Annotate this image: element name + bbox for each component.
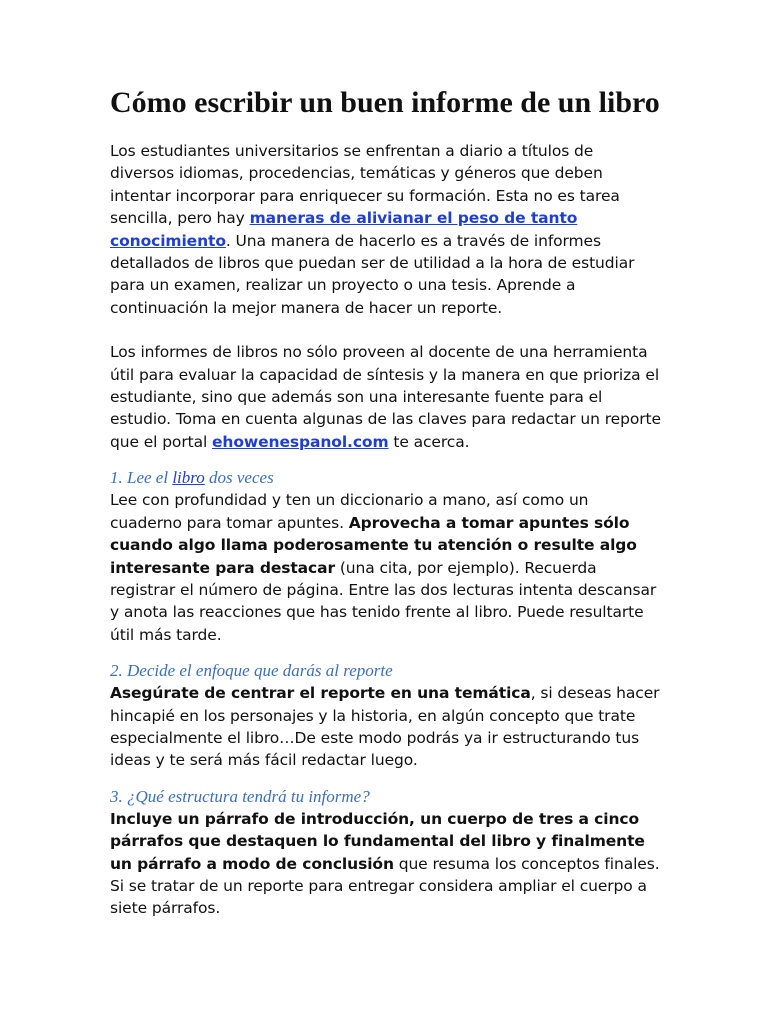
ehowenespanol-link[interactable]: ehowenespanol.com — [212, 432, 389, 451]
section-heading-2: 2. Decide el enfoque que darás al reporte — [110, 661, 393, 681]
intro-text: Los estudiantes universitarios se enfrentan a diario a títulos de diversos idiomas, procedencias, temáticas y géneros que deben intentar incorporar para enriquecer su formación. Esta no es tarea sencilla, pero hay — [110, 142, 620, 228]
section-bold-text: Aprovecha a tomar apuntes sólo cuando algo llama poderosamente tu atención o resulte algo interesante para destacar — [110, 513, 637, 577]
intro-text: . Una manera de hacerlo es a través de informes detallados de libros que puedan ser de utilidad a la hora de estudiar para un examen, realizar un proyecto o una tesis. Aprende a continuación la mejor manera de hacer un reporte. — [110, 231, 635, 317]
section-heading-3: 3. ¿Qué estructura tendrá tu informe? — [110, 786, 370, 806]
libro-link[interactable]: libro — [172, 468, 205, 488]
article-title: Cómo escribir un buen informe de un libro — [110, 86, 660, 119]
intro-paragraph-1 — [110, 140, 662, 319]
document-page — [110, 86, 662, 920]
maneras-link[interactable]: maneras de alivianar el peso de tanto conocimiento — [110, 209, 578, 250]
heading-text: 1. Lee el — [110, 468, 173, 488]
section-text-1 — [110, 489, 662, 646]
section-text: Lee con profundidad y ten un diccionario a mano, así como un cuaderno para tomar apuntes. — [110, 491, 589, 532]
section-bold-text: Incluye un párrafo de introducción, un cuerpo de tres a cinco párrafos que destaquen lo fundamental del libro y finalmente un párrafo a modo de conclusión — [110, 809, 645, 873]
section-text-2 — [110, 682, 662, 772]
intro-text: Los informes de libros no sólo proveen al docente de una herramienta útil para evaluar la capacidad de síntesis y la manera en que prioriza el estudiante, sino que además son una interesante fuente para el estudio. Toma en cuenta algunas de las claves para redactar un reporte que el portal — [110, 343, 661, 451]
section-text: (una cita, por ejemplo). Recuerda registrar el número de página. Entre las dos lecturas intenta descansar y anota las reacciones que has tenido frente al libro. Puede resultarte útil más tarde. — [110, 558, 657, 644]
heading-text: dos veces — [204, 468, 274, 488]
section-text-3 — [110, 808, 662, 920]
section-heading-1 — [110, 467, 662, 489]
section-text: , si deseas hacer hincapié en los personajes y la historia, en algún concepto que trate especialmente el libro…De este modo podrás ya ir estructurando tus ideas y te será más fácil redactar luego. — [110, 684, 660, 770]
intro-text: te acerca. — [388, 432, 470, 451]
intro-paragraph-2 — [110, 341, 662, 453]
section-bold-text: Asegúrate de centrar el reporte en una temática — [110, 684, 531, 703]
section-text: que resuma los conceptos finales. Si se tratar de un reporte para entregar considera ampliar el cuerpo a siete párrafos. — [110, 854, 660, 918]
